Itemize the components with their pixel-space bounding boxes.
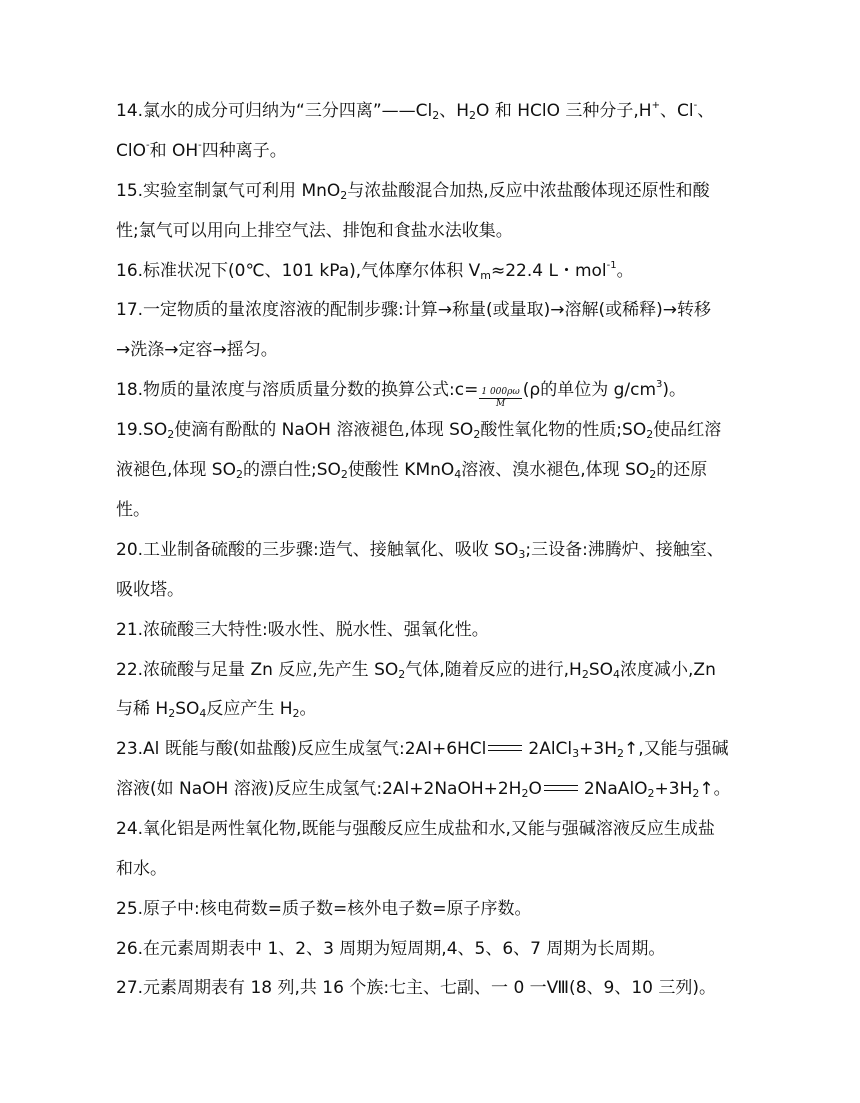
text: 26.在元素周期表中 1、2、3 周期为短周期,4、5、6、7 周期为长周期。 [116,939,666,959]
subscript: 2 [647,787,655,800]
subscript: 2 [617,747,624,760]
fraction [479,387,521,410]
item-17-line-1 [116,299,768,321]
text: 21.浓硫酸三大特性:吸水性、脱水性、强氧化性。 [116,620,489,640]
superscript: -1 [606,260,617,271]
text: 。 [616,261,634,281]
text: 22.浓硫酸与足量 Zn 反应,先产生 SO [116,660,399,680]
subscript: 2 [432,109,440,122]
superscript: - [198,140,202,151]
item-17-line-2 [116,339,768,361]
text: 16.标准状况下(0℃、101 kPa),气体摩尔体积 V [116,261,481,281]
item-14-line-1 [116,100,768,122]
text: SO [175,699,200,719]
text: 14.氯水的成分可归纳为“三分四离”——Cl [116,101,433,121]
text: ;三设备:沸腾炉、接触室、 [525,540,724,560]
text: 20.工业制备硫酸的三步骤:造气、接触氧化、吸收 SO [116,540,519,560]
item-23-line-1 [116,738,768,760]
subscript: 2 [167,428,175,441]
subscript: 2 [646,428,654,441]
subscript: 2 [340,189,348,202]
superscript: + [651,100,660,111]
text: 四种离子。 [201,141,287,161]
subscript: 2 [581,668,589,681]
text: 与浓盐酸混合加热,反应中浓盐酸体现还原性和酸 [347,181,710,201]
text: 和水。 [116,859,167,879]
item-19-line-1 [116,419,768,441]
subscript: 4 [454,468,462,481]
text: 使酸性 KMnO [347,460,455,480]
text: )。 [662,380,687,400]
item-19-line-3 [116,499,768,521]
text: 2NaAlO [583,779,648,799]
superscript: - [693,100,698,111]
subscript: 4 [613,668,621,681]
text: 、 [697,101,715,121]
item-20-line-2 [116,579,768,601]
item-24-line-1 [116,818,768,840]
text: 性。 [116,500,150,520]
text: 的还原 [656,460,708,480]
item-22-line-1 [116,659,768,681]
fraction-denominator: M [495,399,506,409]
text: 19.SO [116,420,168,440]
text: +3H [579,739,617,759]
text: (ρ的单位为 g/cm [522,380,657,400]
text: 溶液(如 NaOH 溶液)反应生成氢气:2Al+2NaOH+2H [116,779,522,799]
subscript: 2 [398,668,406,681]
subscript: 2 [340,468,348,481]
subscript: 2 [292,707,300,720]
text: 液褪色,体现 SO [116,460,236,480]
item-19-line-2 [116,459,768,481]
text: O 和 HClO 三种分子,H [476,101,652,121]
text: 、Cl [659,101,694,121]
text: 使滴有酚酞的 NaOH 溶液褪色,体现 SO [174,420,474,440]
text: 18.物质的量浓度与溶质质量分数的换算公式:c= [116,380,479,400]
item-16-line-1 [116,260,768,282]
text: 25.原子中:核电荷数=质子数=核外电子数=原子序数。 [116,899,532,919]
text: 2AlCl [528,739,573,759]
text: 使品红溶 [653,420,722,440]
subscript: 3 [572,747,580,760]
item-15-line-1 [116,180,768,202]
subscript: 2 [521,787,529,800]
text: 17.一定物质的量浓度溶液的配制步骤:计算→称量(或量取)→溶解(或稀释)→转移 [116,300,712,320]
superscript: 3 [656,379,663,390]
text: →洗涤→定容→摇匀。 [116,340,278,360]
subscript: 4 [199,707,207,720]
item-26-line-1 [116,938,768,960]
text: 浓度减小,Zn [620,660,716,680]
item-20-line-1 [116,539,768,561]
subscript: m [480,269,491,282]
superscript: - [145,140,150,151]
text: 气体,随着反应的进行,H [405,660,582,680]
text: 溶液、溴水褪色,体现 SO [461,460,650,480]
text: 、H [439,101,470,121]
subscript: 3 [518,548,526,561]
text: 性;氯气可以用向上排空气法、排饱和食盐水法收集。 [116,221,513,241]
item-23-line-2 [116,778,768,800]
text: SO [588,660,614,680]
equation-double-line [544,785,578,791]
equation-double-line [488,745,522,751]
text: ≈22.4 L・mol [490,261,607,281]
subscript: 2 [168,707,176,720]
item-24-line-2 [116,858,768,880]
item-25-line-1 [116,898,768,920]
item-18-line-1 [116,379,768,410]
text: ↑。 [699,779,731,799]
item-21-line-1 [116,619,768,641]
subscript: 2 [692,787,700,800]
subscript: 2 [473,428,481,441]
text: ↑,又能与强碱 [624,739,729,759]
text: 24.氧化铝是两性氧化物,既能与强酸反应生成盐和水,又能与强碱溶液反应生成盐 [116,819,715,839]
text: O [528,779,542,799]
text: 的漂白性;SO [242,460,341,480]
fraction-numerator: 1 000ρω [481,387,520,397]
item-14-line-2 [116,140,768,162]
text: 与稀 H [116,699,169,719]
subscript: 2 [649,468,657,481]
text: 。 [299,699,317,719]
item-15-line-2 [116,220,768,242]
text: ClO [116,141,146,161]
subscript: 2 [235,468,243,481]
item-27-line-1 [116,977,768,999]
text: 23.Al 既能与酸(如盐酸)反应生成氢气:2Al+6HCl [116,739,487,759]
item-22-line-2 [116,698,768,720]
text: +3H [654,779,693,799]
text: 酸性氧化物的性质;SO [480,420,647,440]
text: 吸收塔。 [116,580,184,600]
text: 27.元素周期表有 18 列,共 16 个族:七主、七副、一 0 一Ⅷ(8、9、10 三列)。 [116,978,716,998]
subscript: 2 [469,109,477,122]
text: 反应产生 H [206,699,293,719]
text: 和 OH [149,141,199,161]
text: 15.实验室制氯气可利用 MnO [116,181,341,201]
